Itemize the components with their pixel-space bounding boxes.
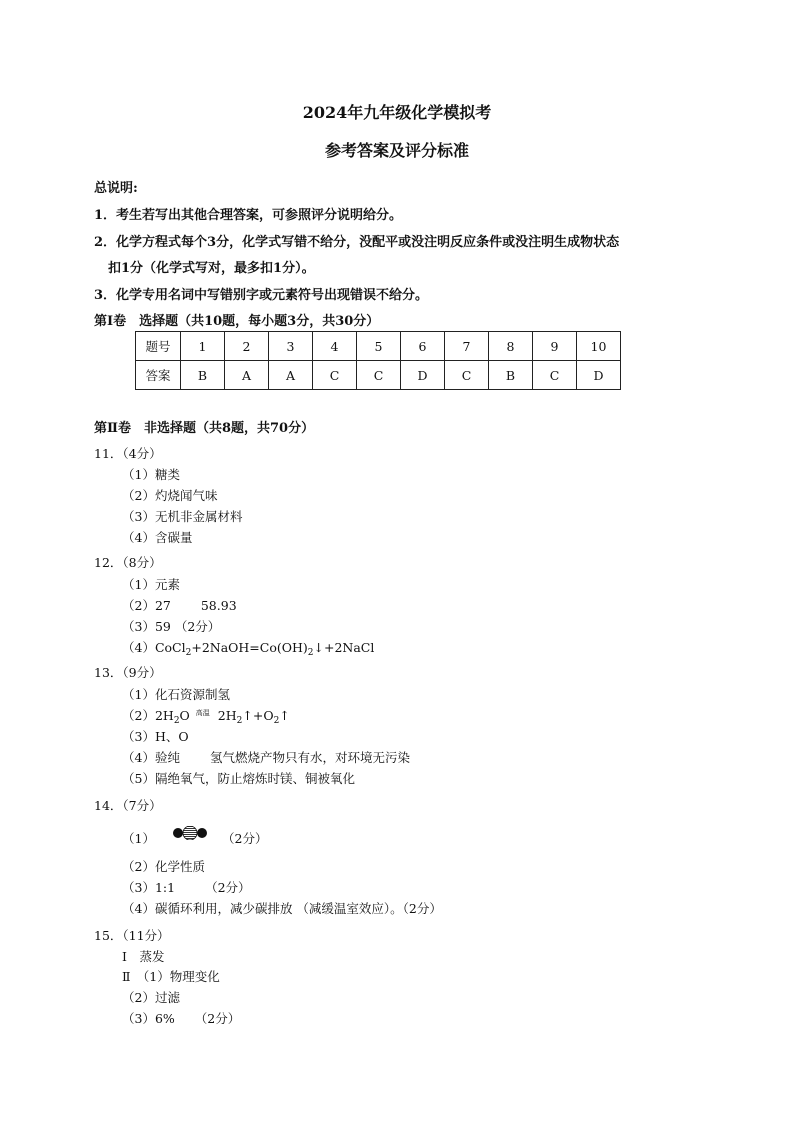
q14-answer-1-label: （1）	[122, 831, 155, 846]
note-3: 3．化学专用名词中写错别字或元素符号出现错误不给分。	[94, 288, 429, 303]
table-cell: 5	[357, 332, 401, 361]
q14-answer-2: （2）化学性质	[122, 859, 205, 874]
q13-answer-3: （3）H、O	[122, 729, 189, 744]
q12-answer-4-equation: $(4)CoCl_2+2NaOH=Co(OH)_2↓+2NaCl$	[122, 640, 375, 658]
q13-answer-2-equation: $(2)2H_2O$ $^{高温}$ $2H_2↑+O_2↑$	[122, 708, 290, 726]
table-cell: B	[489, 361, 533, 390]
table-cell: 6	[401, 332, 445, 361]
q11-answer-3: （3）无机非金属材料	[122, 509, 243, 524]
q13-heading: 13．（9分）	[94, 665, 162, 680]
q11-answer-2: （2）灼烧闻气味	[122, 488, 218, 503]
table-cell: 2	[225, 332, 269, 361]
table-cell: 4	[313, 332, 357, 361]
q15-answer-2: （2）过滤	[122, 990, 180, 1005]
q12-answer-2	[122, 596, 237, 614]
q11-answer-1: （1）糖类	[122, 467, 180, 482]
table-cell: C	[313, 361, 357, 390]
q14-answer-4: （4）碳循环利用，减少碳排放 （减缓温室效应）。（2分）	[122, 901, 442, 916]
q14-heading: 14．（7分）	[94, 798, 162, 813]
table-cell: 9	[533, 332, 577, 361]
table-cell: D	[577, 361, 621, 390]
table-header-question: 题号	[136, 332, 181, 361]
q13-answer-4: （4）验纯 氢气燃烧产物只有水，对环境无污染	[122, 750, 410, 765]
q12-heading: 12．（8分）	[94, 555, 162, 570]
co2-molecule-model-icon	[172, 826, 208, 840]
q12-answer-2-part1: （2）27	[122, 598, 171, 613]
table-cell: B	[181, 361, 225, 390]
table-cell: 8	[489, 332, 533, 361]
table-cell: D	[401, 361, 445, 390]
q12-answer-2-part2: 58.93	[200, 598, 237, 613]
reaction-condition: 高温	[195, 709, 210, 717]
table-cell: C	[357, 361, 401, 390]
table-cell: 1	[181, 332, 225, 361]
q15-heading: 15．（11分）	[94, 928, 170, 943]
table-cell: A	[269, 361, 313, 390]
q14-answer-3: （3）1:1 （2分）	[122, 880, 251, 895]
q11-heading: 11．（4分）	[94, 446, 162, 461]
q13-answer-1: （1）化石资源制氢	[122, 687, 230, 702]
q13-answer-5: （5）隔绝氧气，防止熔炼时镁、铜被氧化	[122, 771, 355, 786]
table-cell: A	[225, 361, 269, 390]
q15-part-i: Ⅰ 蒸发	[122, 949, 165, 964]
note-1: 1．考生若写出其他合理答案，可参照评分说明给分。	[94, 208, 403, 223]
notes-heading: 总说明:	[94, 181, 138, 196]
answer-table	[135, 331, 621, 390]
table-row-answers	[136, 361, 621, 390]
table-cell: 10	[577, 332, 621, 361]
q14-answer-1-score: （2分）	[222, 831, 268, 846]
page-title: 2024年九年级化学模拟考	[302, 103, 492, 122]
table-cell: C	[533, 361, 577, 390]
q12-answer-3: （3）59 （2分）	[122, 619, 221, 634]
table-cell: C	[445, 361, 489, 390]
table-row-questions	[136, 332, 621, 361]
note-2: 2．化学方程式每个3分，化学式写错不给分，没配平或没注明反应条件或没注明生成物状态	[94, 235, 620, 250]
part2-heading: 第Ⅱ卷 非选择题（共8题，共70分）	[94, 421, 315, 436]
part1-heading: 第Ⅰ卷 选择题（共10题，每小题3分，共30分）	[94, 314, 380, 329]
table-cell: 3	[269, 332, 313, 361]
table-cell: 7	[445, 332, 489, 361]
table-header-answer: 答案	[136, 361, 181, 390]
note-2-cont: 扣1分（化学式写对，最多扣1分）。	[108, 261, 315, 276]
q15-answer-3: （3）6% （2分）	[122, 1011, 241, 1026]
q11-answer-4: （4）含碳量	[122, 530, 193, 545]
q12-answer-1: （1）元素	[122, 577, 180, 592]
page-subtitle: 参考答案及评分标准	[324, 141, 469, 160]
q15-part-ii-1: Ⅱ （1）物理变化	[122, 969, 220, 984]
